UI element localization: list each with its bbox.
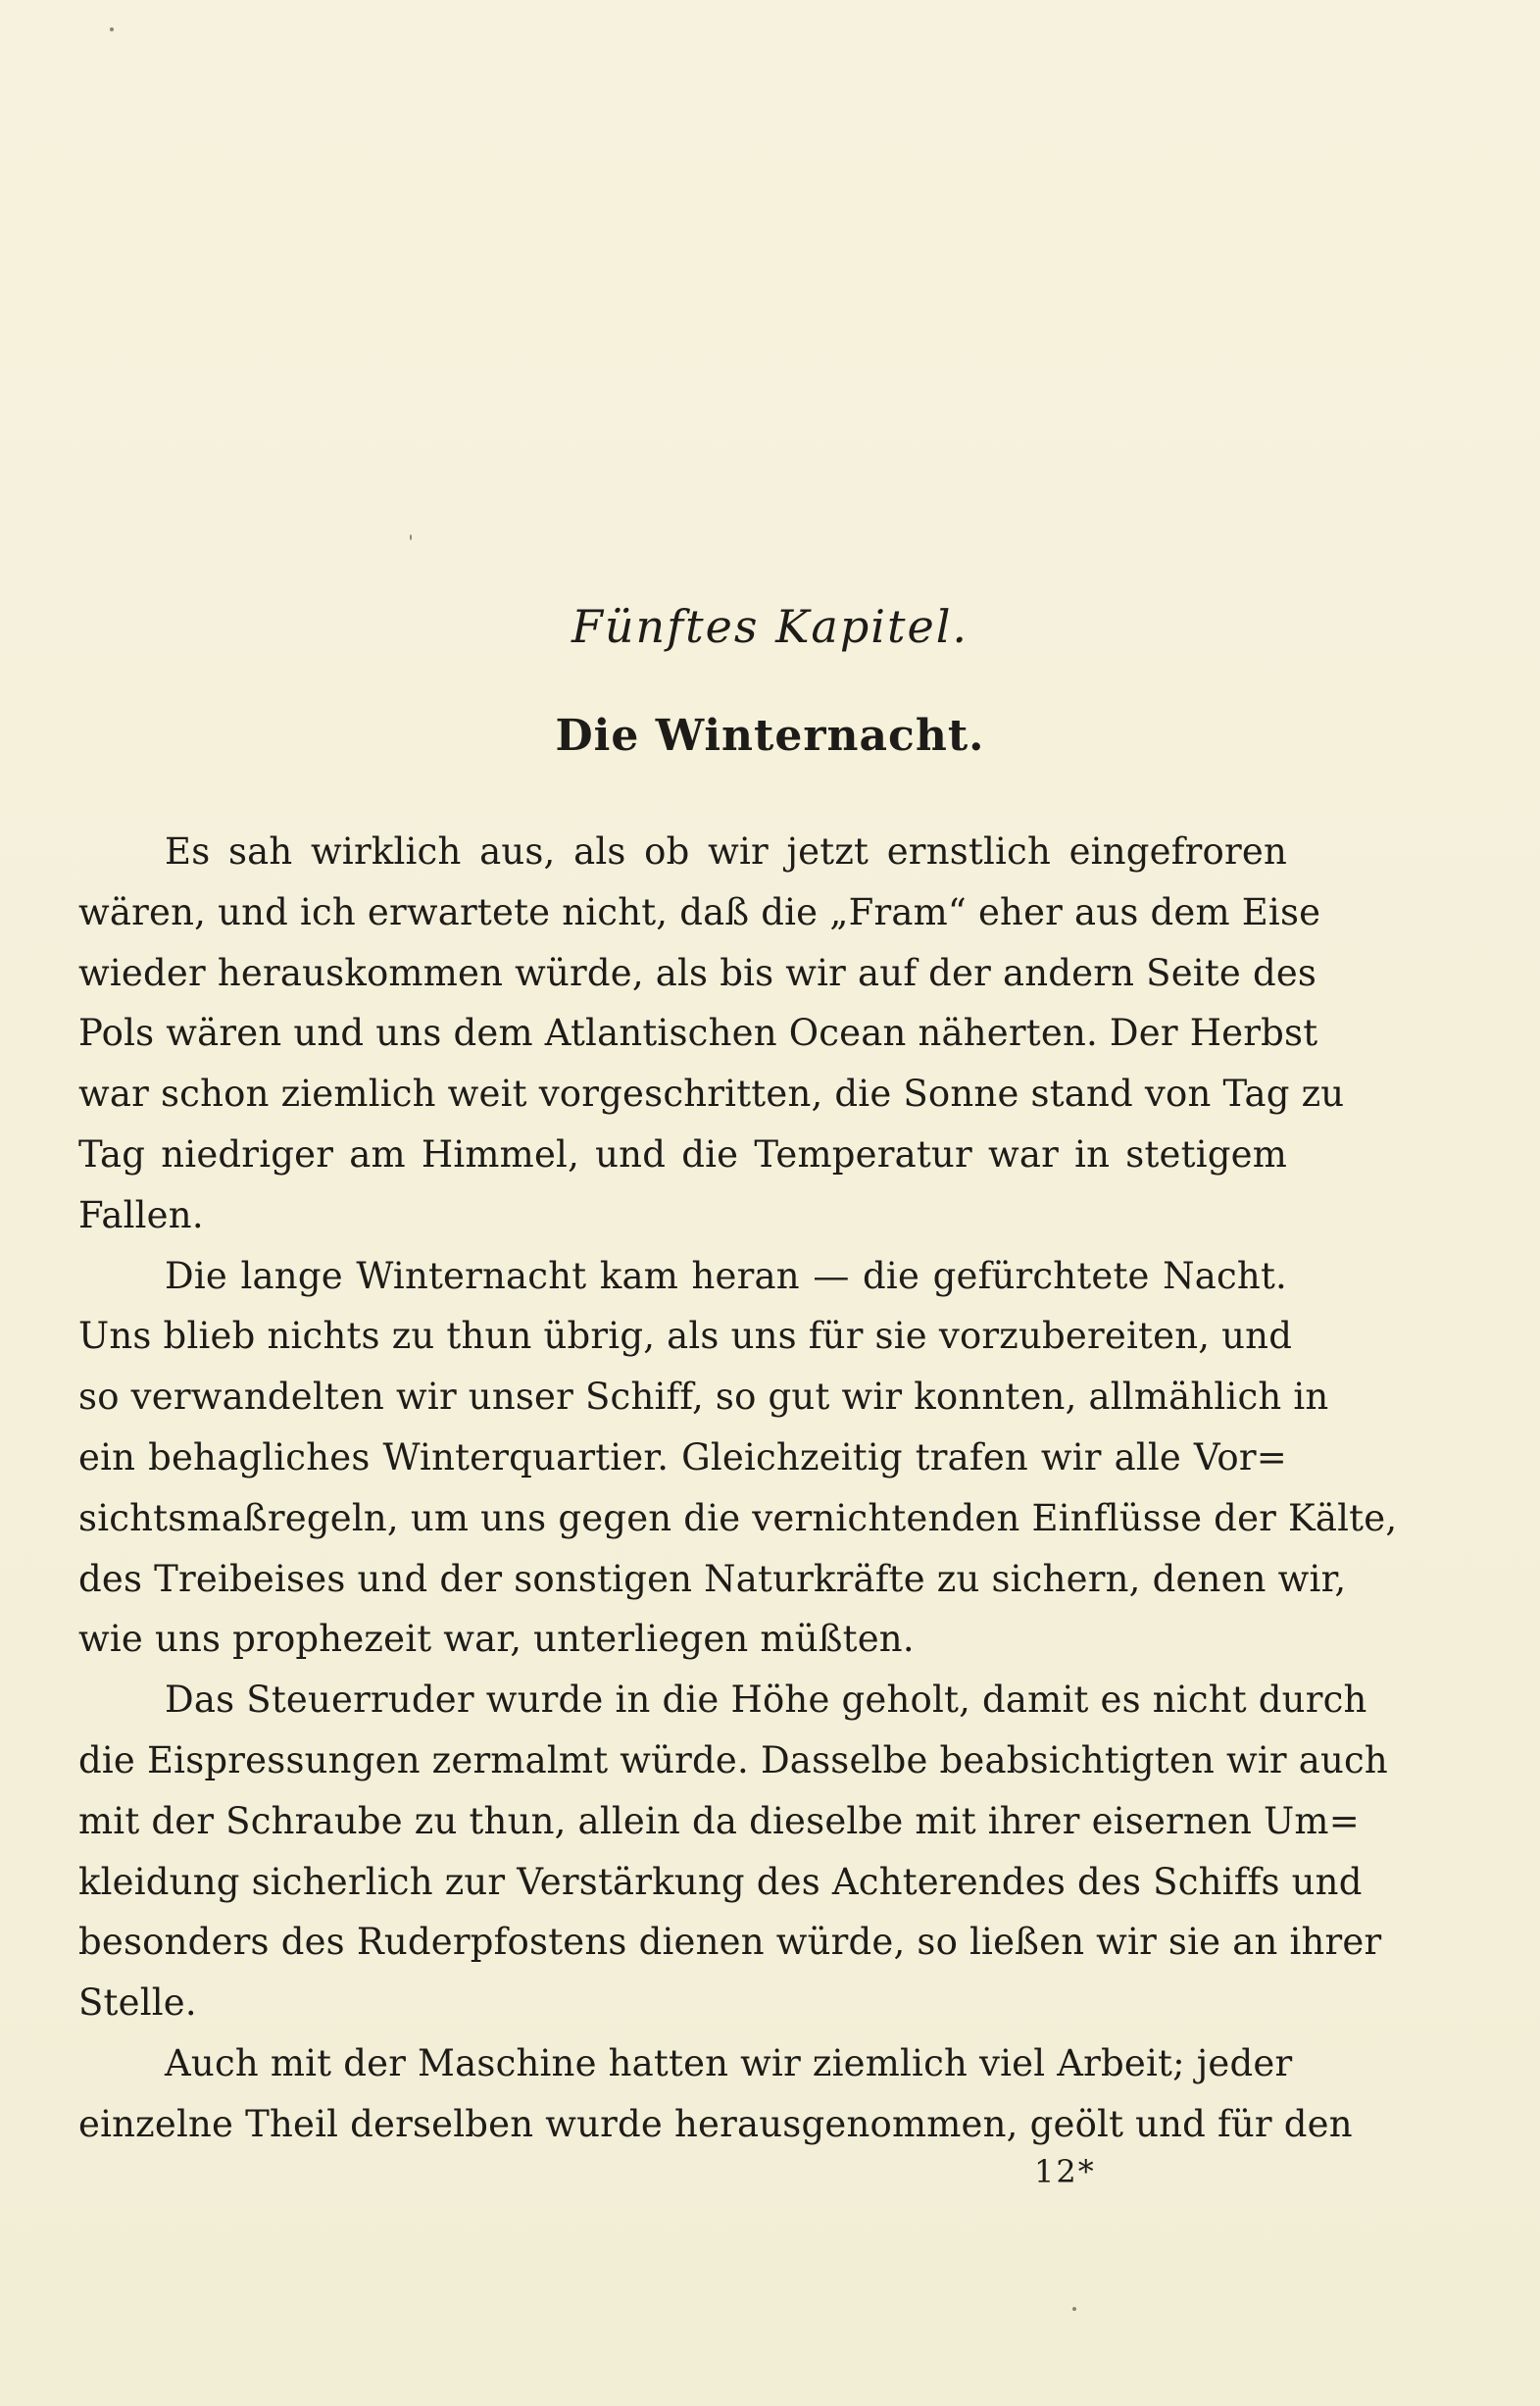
chapter-title: Die Winternacht.: [555, 711, 985, 761]
text-line: mit der Schraube zu thun, allein da dieselbe mit ihrer eisernen Um=: [78, 1799, 1360, 1842]
signature-mark: 12*: [1034, 2153, 1096, 2190]
text-line: besonders des Ruderpfostens dienen würde, so ließen wir sie an ihrer: [78, 1921, 1382, 1964]
text-line: einzelne Theil derselben wurde herausgenommen, geölt und für den: [78, 2102, 1353, 2145]
text-line: Stelle.: [78, 1981, 197, 2025]
text-line: ein behagliches Winterquartier. Gleichzeitig trafen wir alle Vor=: [78, 1435, 1287, 1479]
text-line: Tag niedriger am Himmel, und die Temperatur war in stetigem: [78, 1132, 1287, 1176]
text-line: Uns blieb nichts zu thun übrig, als uns für sie vorzubereiten, und: [78, 1315, 1293, 1358]
paper-speck: [410, 534, 412, 540]
text-line: so verwandelten wir unser Schiff, so gut wir konnten, allmählich in: [78, 1376, 1329, 1419]
paper-speck: [110, 27, 114, 31]
text-line: wären, und ich erwartete nicht, daß die „Fram“ eher aus dem Eise: [78, 890, 1321, 933]
text-line: Auch mit der Maschine hatten wir ziemlich viel Arbeit; jeder: [165, 2041, 1293, 2084]
text-line: kleidung sicherlich zur Verstärkung des Achterendes des Schiffs und: [78, 1860, 1363, 1903]
text-line: Pols wären und uns dem Atlantischen Ocean näherten. Der Herbst: [78, 1012, 1318, 1055]
text-line: Fallen.: [78, 1193, 204, 1236]
body-text: [78, 822, 1398, 2155]
text-line: Das Steuerruder wurde in die Höhe geholt, damit es nicht durch: [165, 1679, 1367, 1722]
paper-speck: [1072, 2307, 1076, 2311]
text-line: sichtsmaßregeln, um uns gegen die vernichtenden Einflüsse der Kälte,: [78, 1496, 1398, 1539]
text-line: Es sah wirklich aus, als ob wir jetzt ernstlich eingefroren: [165, 830, 1287, 873]
text-line: wie uns prophezeit war, unterliegen müßten.: [78, 1618, 915, 1661]
text-line: die Eispressungen zermalmt würde. Dasselbe beabsichtigten wir auch: [78, 1738, 1388, 1781]
text-line: des Treibeises und der sonstigen Naturkräfte zu sichern, denen wir,: [78, 1557, 1347, 1600]
text-line: war schon ziemlich weit vorgeschritten, die Sonne stand von Tag zu: [78, 1073, 1345, 1116]
text-line: wieder herauskommen würde, als bis wir auf der andern Seite des: [78, 951, 1317, 994]
chapter-heading: Fünftes Kapitel.: [571, 600, 969, 653]
text-line: Die lange Winternacht kam heran — die gefürchtete Nacht.: [165, 1254, 1287, 1297]
